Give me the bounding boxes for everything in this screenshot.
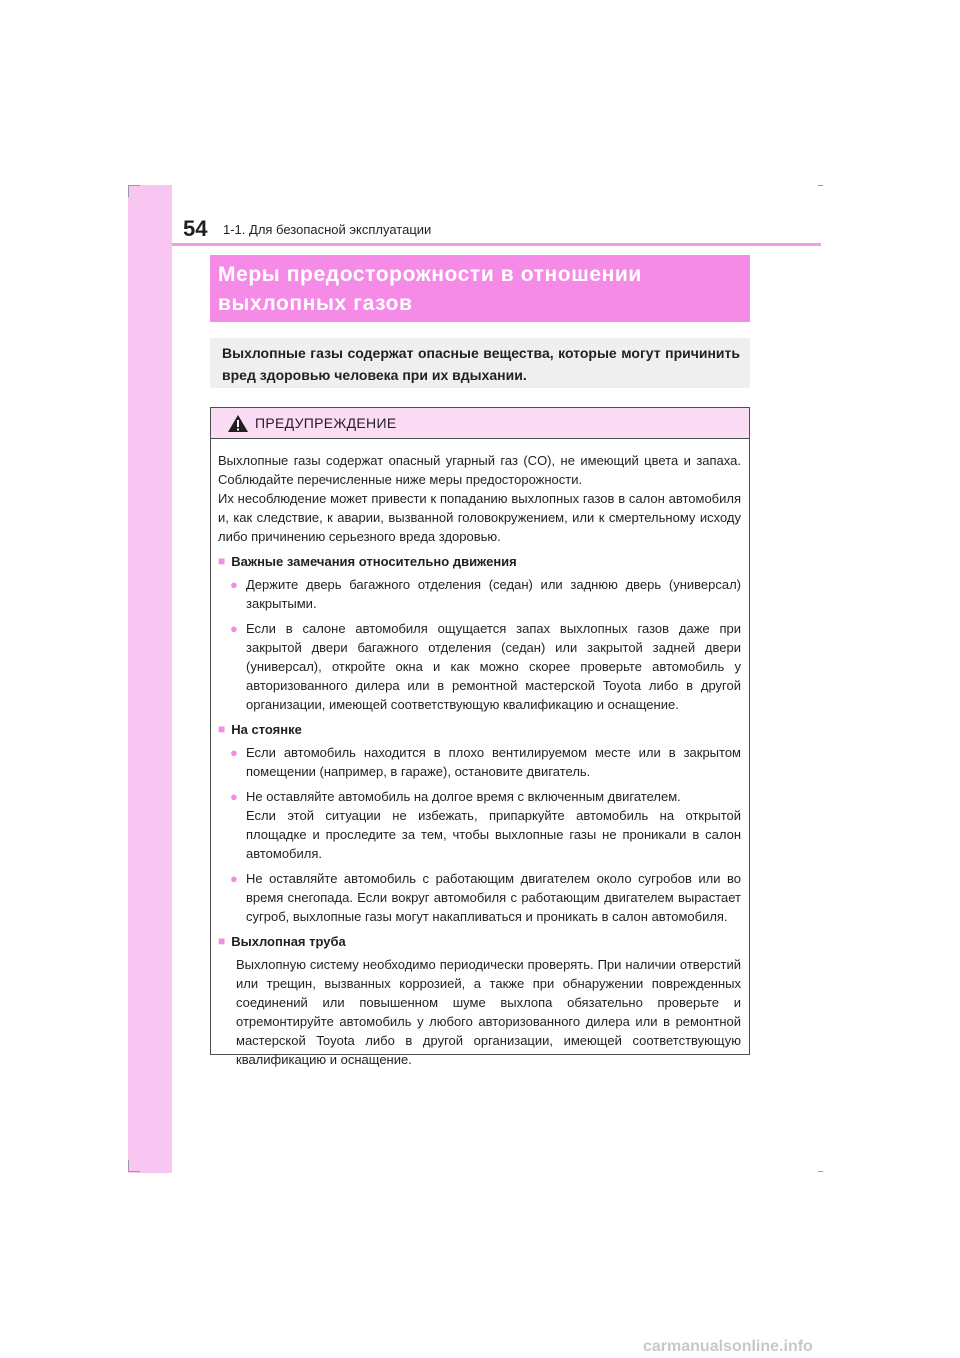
crop-mark bbox=[128, 185, 129, 197]
circle-bullet-icon: ● bbox=[230, 745, 238, 760]
page-number: 54 bbox=[183, 216, 208, 241]
section-paragraph: Выхлопную систему необходимо периодически проверять. При наличии отверстий или трещин, вызванных коррозией, а также при обнаружении поврежденных соединений или повышенном шуме выхлопа обязательно проверьте и отремонтируйте автомобиль у любого авторизованного дилера или в ремонтной мастерской Toyota либо в другой организации, имеющей соответствующую квалификацию и оснащение. bbox=[236, 957, 741, 1067]
crop-mark bbox=[128, 185, 140, 186]
square-bullet-icon: ■ bbox=[218, 554, 226, 568]
circle-bullet-icon: ● bbox=[230, 789, 238, 804]
crop-mark bbox=[818, 185, 823, 186]
page-title: Меры предосторожности в отношении выхлопных газов bbox=[210, 255, 750, 322]
circle-bullet-icon: ● bbox=[230, 577, 238, 592]
section-label: 1-1. Для безопасной эксплуатации bbox=[223, 222, 432, 237]
list-item: ● Не оставляйте автомобиль с работающим двигателем около сугробов или во время снегопада. Если вокруг автомобиля с работающим двигателем вырастает сугроб, выхлопные газы могут накапливаться и проникать в салон автомобиля. bbox=[230, 871, 741, 924]
section-heading: ■ На стоянке bbox=[218, 722, 302, 737]
list-item: ● Держите дверь багажного отделения (седан) или заднюю дверь (универсал) закрытыми. bbox=[230, 577, 741, 611]
warning-intro-1: Выхлопные газы содержат опасный угарный газ (CO), не имеющий цвета и запаха. Соблюдайте перечисленные ниже меры предосторожности. bbox=[218, 453, 741, 487]
warning-triangle-icon bbox=[227, 414, 249, 433]
warning-label: ПРЕДУПРЕЖДЕНИЕ bbox=[255, 415, 397, 431]
watermark: carmanualsonline.info bbox=[643, 1338, 813, 1355]
warning-intro bbox=[218, 451, 741, 546]
section-heading: ■ Выхлопная труба bbox=[218, 934, 346, 949]
crop-mark bbox=[128, 1171, 140, 1172]
circle-bullet-icon: ● bbox=[230, 871, 238, 886]
intro-text: Выхлопные газы содержат опасные вещества, которые могут причинить вред здоровью человека при их вдыхании. bbox=[210, 338, 750, 388]
circle-bullet-icon: ● bbox=[230, 621, 238, 636]
warning-header bbox=[211, 408, 749, 439]
square-bullet-icon: ■ bbox=[218, 722, 226, 736]
warning-intro-2: Их несоблюдение может привести к попаданию выхлопных газов в салон автомобиля и, как следствие, к аварии, вызванной головокружением, или к смертельному исходу либо причинению серьезного вреда здоровью. bbox=[218, 491, 741, 544]
section-heading: ■ Важные замечания относительно движения bbox=[218, 554, 517, 569]
warning-box bbox=[210, 407, 750, 1067]
list-item: ● Если автомобиль находится в плохо вентилируемом месте или в закрытом помещении (например, в гараже), остановите двигатель. bbox=[230, 745, 741, 779]
warning-body bbox=[211, 439, 749, 1069]
header-rule bbox=[172, 243, 821, 246]
list-item: ● Если в салоне автомобиля ощущается запах выхлопных газов даже при закрытой двери багажного отделения (седан) или закрытой задней двери (универсал), откройте окна и как можно скорее проверьте автомобиль у авторизованного дилера или в ремонтной мастерской Toyota либо в другой организации, имеющей соответствующую квалификацию и оснащение. bbox=[230, 621, 741, 712]
list-item: ● Не оставляйте автомобиль на долгое время с включенным двигателем. Если этой ситуации не избежать, припаркуйте автомобиль на открытой площадке и проследите за тем, чтобы выхлопные газы не проникали в салон автомобиля. bbox=[230, 789, 741, 861]
crop-mark bbox=[818, 1171, 823, 1172]
square-bullet-icon: ■ bbox=[218, 934, 226, 948]
side-color-band bbox=[128, 185, 172, 1173]
